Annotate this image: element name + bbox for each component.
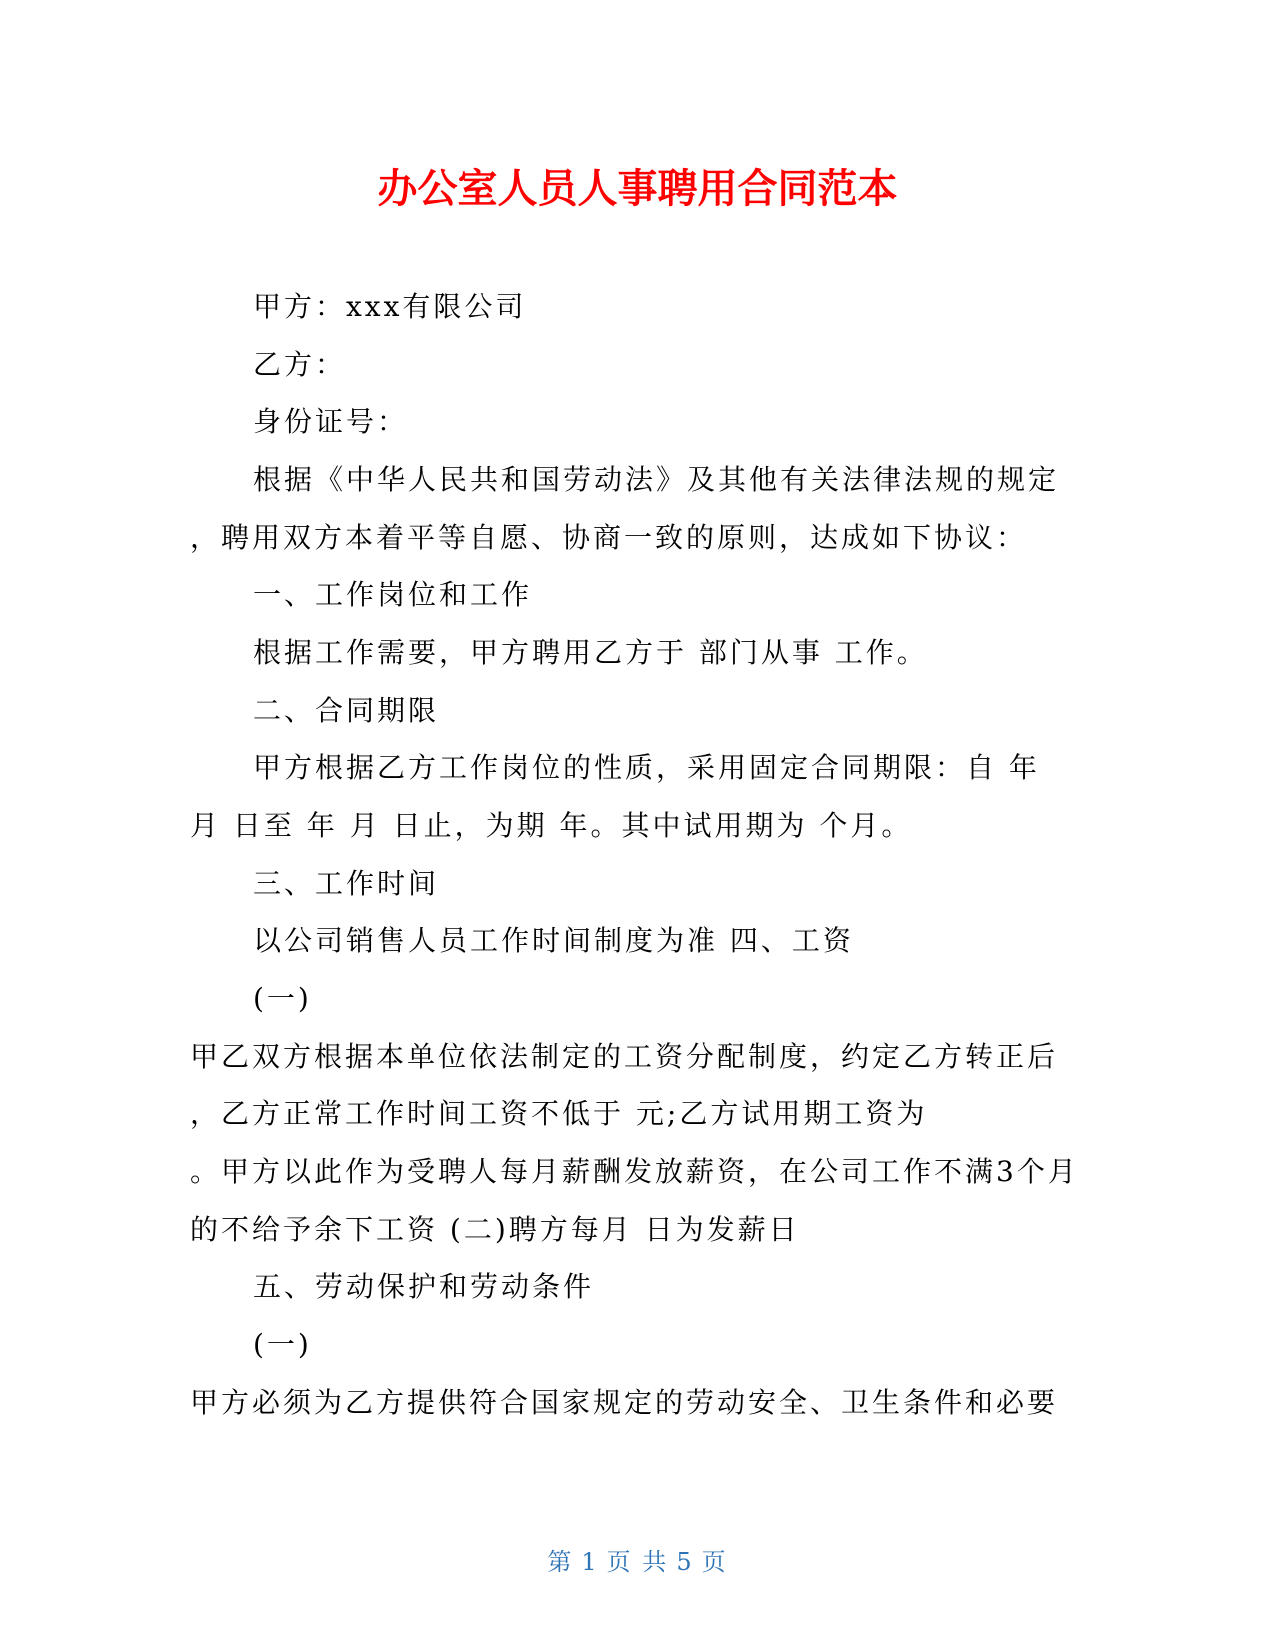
id-number-line: 身份证号： (253, 405, 409, 438)
footer-suffix: 页 (701, 1548, 728, 1576)
section-2-heading: 二、合同期限 (253, 694, 440, 727)
page-number-footer (0, 1547, 1275, 1577)
preamble-line-2: ，聘用双方本着平等自愿、协商一致的原则，达成如下协议： (190, 521, 1028, 554)
section-4-body-line-2: ，乙方正常工作时间工资不低于 元;乙方试用期工资为 (190, 1097, 928, 1130)
section-4-body-line-3: 。甲方以此作为受聘人每月薪酬发放薪资，在公司工作不满3个月 (190, 1155, 1079, 1188)
footer-mid: 页 共 (606, 1548, 669, 1576)
party-b-line: 乙方： (253, 348, 347, 381)
preamble-line-1: 根据《中华人民共和国劳动法》及其他有关法律法规的规定 (253, 463, 1060, 496)
section-4-body-line-1: 甲乙双方根据本单位依法制定的工资分配制度，约定乙方转正后 (190, 1040, 1059, 1073)
section-1-heading: 一、工作岗位和工作 (253, 578, 533, 611)
footer-prefix: 第 (547, 1548, 574, 1576)
section-5-body-line-1: 甲方必须为乙方提供符合国家规定的劳动安全、卫生条件和必要 (190, 1386, 1059, 1419)
section-2-body-line-2: 月 日至 年 月 日止，为期 年。其中试用期为 个月。 (190, 809, 913, 842)
document-title: 办公室人员人事聘用合同范本 (377, 166, 898, 212)
section-4-body-line-4: 的不给予余下工资 (二)聘方每月 日为发薪日 (190, 1213, 800, 1246)
section-2-body-line-1: 甲方根据乙方工作岗位的性质，采用固定合同期限：自 年 (253, 751, 1040, 784)
party-a-line: 甲方：xxx有限公司 (253, 290, 527, 323)
section-5-item-1-label: (一) (253, 1328, 312, 1361)
footer-current-page: 1 (581, 1548, 599, 1576)
section-3-heading: 三、工作时间 (253, 867, 440, 900)
section-3-body: 以公司销售人员工作时间制度为准 四、工资 (253, 924, 854, 957)
section-4-item-1-label: (一) (253, 982, 312, 1015)
section-1-body: 根据工作需要，甲方聘用乙方于 部门从事 工作。 (253, 636, 928, 669)
footer-total-pages: 5 (676, 1548, 694, 1576)
section-5-heading: 五、劳动保护和劳动条件 (253, 1270, 595, 1303)
